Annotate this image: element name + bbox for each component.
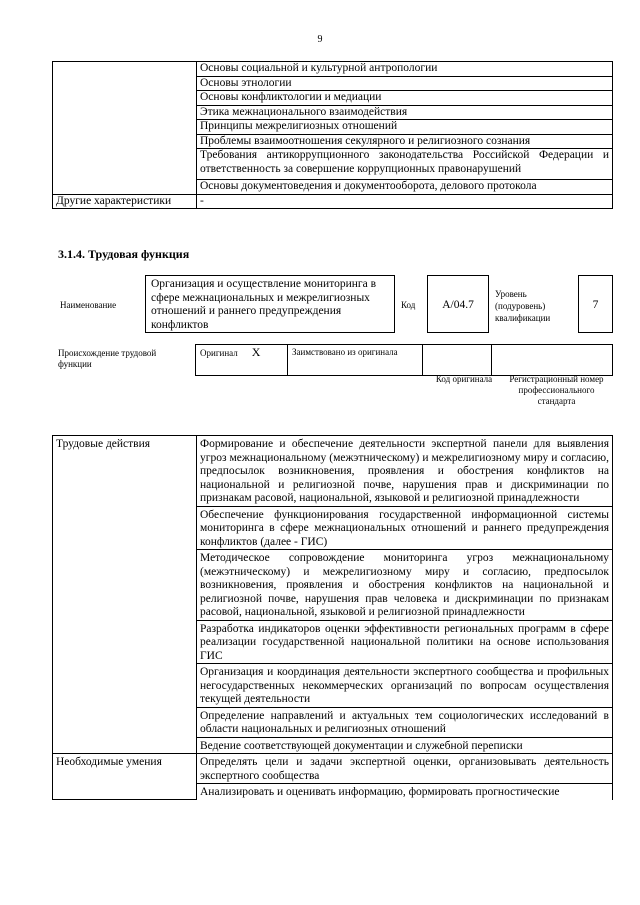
skill-item: Анализировать и оценивать информацию, формировать прогностические	[197, 784, 613, 800]
function-code-box: А/04.7	[427, 275, 489, 333]
function-name-box: Организация и осуществление мониторинга в сфере межнациональных и межрелигиозных отношений и раннего предупреждения конфликтов	[145, 275, 395, 333]
knowledge-item: Этика межнационального взаимодействия	[197, 105, 613, 120]
labor-function-table	[52, 435, 613, 800]
knowledge-item: Основы документоведения и документооборота, делового протокола	[197, 180, 613, 195]
other-characteristics-value: -	[197, 194, 613, 209]
section-heading: 3.1.4. Трудовая функция	[58, 247, 190, 261]
labor-action-item: Ведение соответствующей документации и служебной переписки	[197, 737, 613, 754]
empty-label-cell	[53, 62, 197, 195]
skill-item: Определять цели и задачи экспертной оценки, организовывать деятельность экспертного сообщества	[197, 754, 613, 784]
required-skills-label: Необходимые умения	[53, 754, 197, 800]
other-characteristics-label: Другие характеристики	[53, 194, 197, 209]
original-cell	[196, 345, 288, 376]
labor-action-item: Формирование и обеспечение деятельности экспертной панели для выявления угроз межнациональному (межэтническому) и межрелигиозному миру и согласию, предпосылок возникновения, проявления и обострения конфликтов на национальной и религиозной почве, нарушения прав и дискриминации по признакам расовой, национальной, языковой и религиозной принадлежности	[197, 436, 613, 507]
page-number: 9	[317, 34, 323, 45]
registration-number-caption: Регистрационный номер профессионального стандарта	[509, 374, 604, 406]
knowledge-item: Основы социальной и культурной антропологии	[197, 62, 613, 77]
qualification-level-label: Уровень (подуровень) квалификации	[495, 289, 551, 323]
knowledge-item: Принципы межрелигиозных отношений	[197, 120, 613, 135]
knowledge-item: Требования антикоррупционного законодательства Российской Федерации и ответственность за совершение коррупционных правонарушений	[197, 149, 613, 180]
original-code-cell	[423, 345, 492, 376]
code-label: Код	[401, 300, 416, 310]
registration-number-cell	[492, 345, 613, 376]
knowledge-table	[52, 61, 613, 209]
labor-action-item: Определение направлений и актуальных тем социологических исследований в области национальных и религиозных отношений	[197, 707, 613, 737]
knowledge-item: Основы этнологии	[197, 76, 613, 91]
origin-table	[195, 344, 613, 376]
origin-label: Происхождение трудовой функции	[58, 348, 157, 369]
original-code-caption: Код оригинала	[435, 374, 493, 384]
qualification-level-box: 7	[578, 275, 613, 333]
labor-action-item: Разработка индикаторов оценки эффективности региональных программ в сфере реализации государственной национальной политики на основе использования ГИС	[197, 620, 613, 664]
original-label: Оригинал	[200, 348, 238, 358]
labor-action-item: Обеспечение функционирования государственной информационной системы мониторинга в сфере межнациональных отношений и раннего предупреждения конфликтов (далее - ГИС)	[197, 506, 613, 550]
original-mark: X	[251, 345, 261, 359]
labor-action-item: Методическое сопровождение мониторинга угроз межнациональному (межэтническому) и межрелигиозному миру и согласию, предпосылок возникновения, проявления и обострения конфликтов на национальной и религиозной почве, нарушения прав человека и дискриминации по признакам расовой, национальной, языковой и религиозной принадлежности	[197, 550, 613, 621]
labor-action-item: Организация и координация деятельности экспертного сообщества и профильных негосударственных некоммерческих организаций по вопросам осуществления текущей деятельности	[197, 664, 613, 708]
labor-actions-label: Трудовые действия	[53, 436, 197, 754]
borrowed-cell: Заимствовано из оригинала	[288, 345, 423, 376]
name-label: Наименование	[60, 300, 117, 310]
knowledge-item: Проблемы взаимоотношения секулярного и религиозного сознания	[197, 134, 613, 149]
knowledge-item: Основы конфликтологии и медиации	[197, 91, 613, 106]
